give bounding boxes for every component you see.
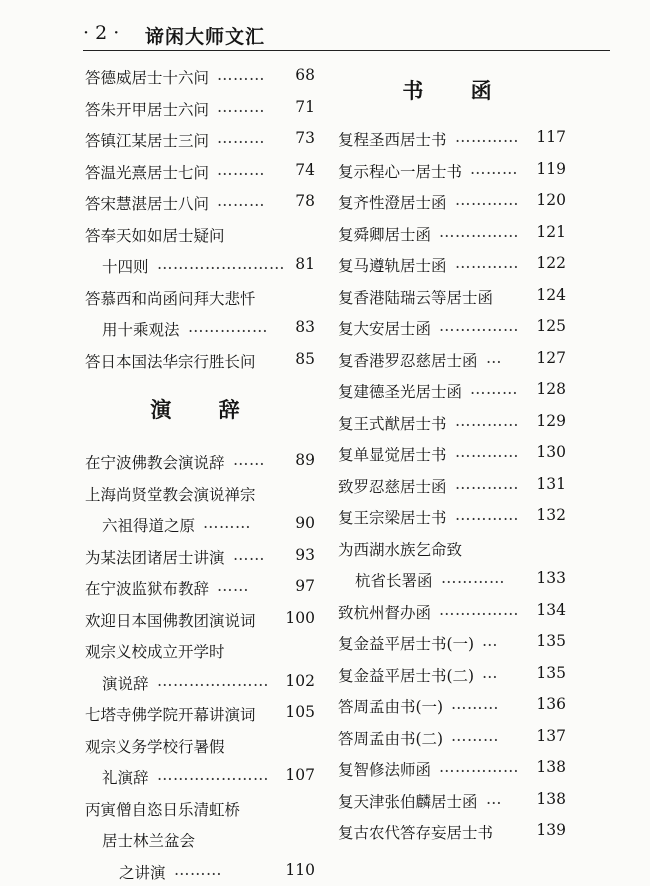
toc-entry-page: 127 [536,349,566,367]
toc-entry-title: 复单显觉居士书 [338,443,447,465]
toc-entry [338,626,566,658]
toc-entry [338,280,566,312]
toc-entry-title: 杭省长署函 [355,569,433,591]
toc-entry [85,855,315,886]
toc-entry-title: 七塔寺佛学院开幕讲演词 [85,703,256,725]
toc-entry [85,760,315,792]
toc-entry [338,658,566,690]
toc-entry-title: 为某法团诸居士讲演 [85,546,225,568]
toc-entry [85,508,315,540]
toc-entry-title: 答德威居士十六问 [85,66,209,88]
toc-entry [338,815,566,847]
toc-entry [338,248,566,280]
toc-entry-title: 复古农代答存妄居士书 [338,821,493,843]
toc-leader-dots: ……… [451,727,499,745]
toc-leader-dots: … [482,664,498,682]
toc-entry [85,186,315,218]
toc-entry [338,437,566,469]
toc-entry [85,155,315,187]
toc-entry-page: 105 [285,703,315,721]
toc-entry-title: 复天津张伯麟居士函 [338,790,478,812]
toc-entry-title: 复王式猷居士书 [338,412,447,434]
toc-entry-page: 102 [285,672,315,690]
book-title: 谛闲大师文汇 [145,22,265,49]
toc-entry-title: 复建德圣光居士函 [338,380,462,402]
toc-entry [338,784,566,816]
toc-leader-dots: ……… [217,98,265,116]
toc-leader-dots: ………… [455,128,519,146]
toc-leader-dots: ……… [451,695,499,713]
toc-entry [85,540,315,572]
toc-leader-dots: …………… [439,223,519,241]
toc-entry-page: 93 [295,546,315,564]
toc-entry [338,721,566,753]
toc-entry-page: 124 [536,286,566,304]
toc-entry [338,406,566,438]
toc-block-speeches [85,445,315,886]
toc-entry-title: 复智修法师函 [338,758,431,780]
toc-entry-title: 答朱开甲居士六问 [85,98,209,120]
toc-entry-title: 答慕西和尚函问拜大悲忏 [85,287,256,309]
toc-entry [85,634,315,666]
toc-leader-dots: ………………… [157,672,269,690]
toc-entry-title: 复舜卿居士函 [338,223,431,245]
toc-leader-dots: …… [233,451,265,469]
toc-entry [85,218,315,250]
toc-leader-dots: ………… [455,191,519,209]
toc-entry [338,311,566,343]
toc-leader-dots: ………… [455,254,519,272]
toc-entry [85,666,315,698]
toc-entry-title: 答奉天如如居士疑问 [85,224,225,246]
toc-entry-title: 演说辞 [102,672,149,694]
toc-entry-page: 73 [295,129,315,147]
toc-entry [85,445,315,477]
toc-entry-title: 在宁波佛教会演说辞 [85,451,225,473]
toc-entry-page: 78 [295,192,315,210]
toc-entry-title: 答周孟由书(一) [338,695,443,717]
toc-entry-title: 观宗义务学校行暑假 [85,735,225,757]
toc-leader-dots: ………… [441,569,505,587]
section-title-letters: 书 函 [338,60,566,122]
toc-entry-page: 85 [295,350,315,368]
toc-entry-page: 68 [295,66,315,84]
toc-entry-page: 135 [536,632,566,650]
toc-entry-title: 用十乘观法 [102,318,180,340]
toc-entry-title: 居士林兰盆会 [102,829,195,851]
toc-entry-page: 138 [536,790,566,808]
toc-entry-title: 十四则 [102,255,149,277]
toc-entry-title: 复香港陆瑞云等居士函 [338,286,493,308]
toc-entry-title: 致罗忍慈居士函 [338,475,447,497]
toc-entry [338,563,566,595]
toc-entry [85,60,315,92]
toc-entry [85,123,315,155]
toc-entry-page: 71 [295,98,315,116]
toc-entry-title: 上海尚贤堂教会演说禅宗 [85,483,256,505]
toc-entry-title: 复程圣西居士书 [338,128,447,150]
toc-entry [85,249,315,281]
toc-entry [85,344,315,376]
toc-entry-title: 六祖得道之原 [102,514,195,536]
toc-leader-dots: ………… [455,443,519,461]
toc-leader-dots: …… [217,577,249,595]
toc-leader-dots: …………… [439,317,519,335]
toc-entry-page: 89 [295,451,315,469]
toc-entry-title: 为西湖水族乞命致 [338,538,462,560]
toc-leader-dots: …………… [188,318,268,336]
toc-entry-title: 复大安居士函 [338,317,431,339]
toc-leader-dots: … [486,790,502,808]
toc-entry [338,532,566,564]
toc-entry-page: 130 [536,443,566,461]
toc-entry-page: 131 [536,475,566,493]
toc-entry [85,792,315,824]
toc-block-letters [338,122,566,847]
toc-entry-page: 122 [536,254,566,272]
toc-entry-title: 丙寅僧自恣日乐清虹桥 [85,798,240,820]
toc-entry [338,374,566,406]
toc-entry-title: 复香港罗忍慈居士函 [338,349,478,371]
toc-entry [85,729,315,761]
right-column [338,60,566,847]
toc-entry-page: 125 [536,317,566,335]
toc-entry [85,281,315,313]
toc-leader-dots: …………… [439,758,519,776]
toc-leader-dots: …… [233,546,265,564]
toc-entry [85,697,315,729]
toc-leader-dots: ………………… [157,766,269,784]
toc-entry-page: 139 [536,821,566,839]
toc-entry [338,469,566,501]
toc-entry-page: 134 [536,601,566,619]
toc-entry [85,477,315,509]
toc-entry [338,689,566,721]
toc-entry-page: 107 [285,766,315,784]
toc-leader-dots: ……… [470,160,518,178]
toc-entry-title: 欢迎日本国佛教团演说词 [85,609,256,631]
toc-entry-page: 136 [536,695,566,713]
toc-leader-dots: ……… [217,161,265,179]
toc-leader-dots: ………… [455,412,519,430]
toc-entry-title: 复示程心一居士书 [338,160,462,182]
toc-entry-page: 81 [295,255,315,273]
toc-leader-dots: … [486,349,502,367]
toc-entry-title: 答温光熹居士七问 [85,161,209,183]
toc-leader-dots: ……… [470,380,518,398]
toc-entry [338,500,566,532]
toc-entry-title: 复齐性澄居士函 [338,191,447,213]
toc-entry-page: 121 [536,223,566,241]
toc-entry-page: 129 [536,412,566,430]
toc-entry-title: 致杭州督办函 [338,601,431,623]
toc-leader-dots: ……… [217,192,265,210]
toc-entry-page: 97 [295,577,315,595]
toc-entry-page: 74 [295,161,315,179]
toc-entry-page: 119 [536,160,566,178]
toc-entry-title: 观宗义校成立开学时 [85,640,225,662]
toc-leader-dots: ……… [217,66,265,84]
toc-entry-title: 复金益平居士书(一) [338,632,474,654]
toc-leader-dots: …………… [439,601,519,619]
toc-entry-page: 137 [536,727,566,745]
toc-entry-title: 礼演辞 [102,766,149,788]
section-title-speeches: 演 辞 [85,375,315,445]
toc-entry-page: 110 [285,861,315,879]
toc-entry-title: 答镇江某居士三问 [85,129,209,151]
toc-entry-title: 在宁波监狱布教辞 [85,577,209,599]
toc-entry-title: 答日本国法华宗行胜长问 [85,350,256,372]
toc-leader-dots: ………… [455,475,519,493]
toc-entry [85,603,315,635]
toc-entry [85,312,315,344]
toc-entry [338,154,566,186]
toc-entry-page: 117 [536,128,566,146]
toc-leader-dots: ……… [203,514,251,532]
toc-entry-page: 100 [285,609,315,627]
toc-entry-page: 120 [536,191,566,209]
toc-entry-page: 135 [536,664,566,682]
running-header [83,20,610,51]
toc-entry-page: 128 [536,380,566,398]
page-number: · 2 · [83,22,119,44]
toc-entry-page: 138 [536,758,566,776]
toc-block-answers [85,60,315,375]
toc-entry-title: 复马遵轨居士函 [338,254,447,276]
toc-leader-dots: ………… [455,506,519,524]
toc-entry [338,595,566,627]
toc-entry [338,185,566,217]
toc-entry-title: 之讲演 [119,861,166,883]
toc-entry-title: 复王宗梁居士书 [338,506,447,528]
toc-entry-title: 答宋慧湛居士八问 [85,192,209,214]
toc-entry-page: 83 [295,318,315,336]
toc-entry-title: 复金益平居士书(二) [338,664,474,686]
toc-entry [338,752,566,784]
toc-entry [338,122,566,154]
toc-entry-page: 90 [295,514,315,532]
toc-entry [338,343,566,375]
toc-leader-dots: …………………… [157,255,285,273]
toc-entry-title: 答周孟由书(二) [338,727,443,749]
toc-leader-dots: ……… [174,861,222,879]
left-column [85,60,315,886]
toc-entry-page: 132 [536,506,566,524]
toc-leader-dots: ……… [217,129,265,147]
toc-entry-page: 133 [536,569,566,587]
toc-entry [338,217,566,249]
toc-leader-dots: … [482,632,498,650]
toc-entry [85,92,315,124]
toc-entry [85,571,315,603]
